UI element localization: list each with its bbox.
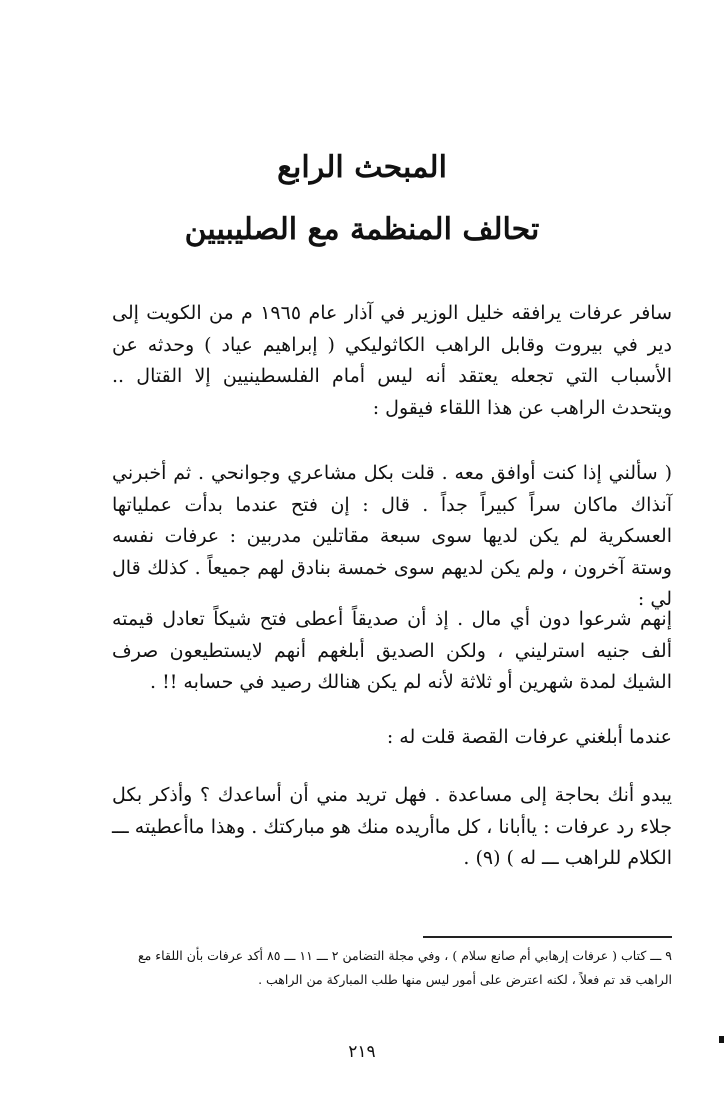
footnote: ٩ ـــ كتاب ( عرفات إرهابي أم صانع سلام ) ، وفي مجلة التضامن ٢ ـــ ١١ ـــ ٨٥ أكد عرفات بأن اللقاء مع الراهب قد تم فعلاً ، لكنه اعترض على أمور ليس منها طلب المباركة من الراهب . — [137, 948, 672, 987]
footnote-divider — [423, 936, 672, 938]
section-heading: المبحث الرابع — [277, 150, 447, 185]
body-paragraph-1: سافر عرفات يرافقه خليل الوزير في آذار عام ١٩٦٥ م من الكويت إلى دير في بيروت وقابل الراهب الكاثوليكي ( إبراهيم عياد ) وحدثه عن الأسباب التي تجعله يعتقد أنه ليس أمام الفلسطينيين إلا القتال .. ويتحدث الراهب عن هذا اللقاء فيقول : — [112, 302, 672, 419]
body-paragraph-5: يبدو أنك بحاجة إلى مساعدة . فهل تريد مني أن أساعدك ؟ وأذكر بكل جلاء رد عرفات : ياأبانا ، كل ماأريده منك هو مباركتك . وهذا ماأعطيته ـــ الكلام للراهب ـــ له ) (٩) . — [112, 784, 672, 869]
page-number: ٢١٩ — [348, 1042, 376, 1062]
body-paragraph-2: ( سألني إذا كنت أوافق معه . قلت بكل مشاعري وجوانحي . ثم أخبرني آنذاك ماكان سراً كبيراً جداً . قال : إن فتح عندما بدأت عملياتها العسكرية لم يكن لديها سوى سبعة مقاتلين مدربين : عرفات نفسه وستة آخرون ، ولم يكن لديهم سوى خمسة بنادق لهم جميعاً . كذلك قال لي : — [112, 462, 672, 610]
section-subheading: تحالف المنظمة مع الصليبيين — [184, 212, 540, 247]
scan-edge-mark — [719, 1036, 724, 1043]
body-paragraph-4: عندما أبلغني عرفات القصة قلت له : — [386, 726, 672, 748]
body-paragraph-3: إنهم شرعوا دون أي مال . إذ أن صديقاً أعطى فتح شيكاً تعادل قيمته ألف جنيه استرليني ، ولكن الصديق أبلغهم أنهم لايستطيعون صرف الشيك لمدة شهرين أو ثلاثة لأنه لم يكن هنالك رصيد في حسابه !! . — [112, 608, 672, 693]
